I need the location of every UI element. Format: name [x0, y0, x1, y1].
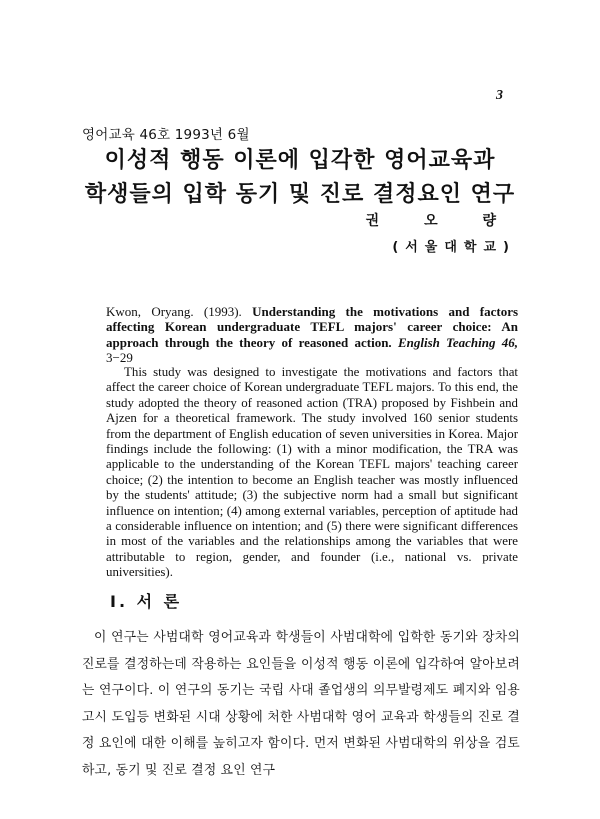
- title-line-2: 학생들의 입학 동기 및 진로 결정요인 연구: [84, 182, 516, 207]
- journal-header: 영어교육 46호 1993년 6월: [82, 127, 250, 143]
- citation-pages: 3−29: [106, 350, 133, 366]
- abstract: This study was designed to investigate the motivations and factors that affect the career choice of Korean undergraduate TEFL majors. To this end, the study adopted the theory of reasoned action (TRA) proposed by Fishbein and Ajzen for a theoretical framework. The study involved 160 senior students from the department of English education of seven universities in Korea. Major findings include the following: (1) with a minor modification, the TRA was applicable to the understanding of the Korean TEFL majors' teaching career choice; (2) the intention to become an English teacher was mostly influenced by the students' attitude; (3) the subjective norm had a small but significant influence on intention; (4) among external variables, perception of aptitude had a considerable influence on intention; and (5) there were significant differences in most of the variables and the relationships among the variables that were attributable to region, gender, and founder (i.e., national vs. private universities).: [106, 365, 518, 580]
- title-line-1: 이성적 행동 이론에 입각한 영어교육과: [104, 148, 496, 173]
- author-name: 권 오 량: [365, 213, 516, 229]
- citation: [106, 304, 518, 366]
- author-affiliation: (서울대학교): [392, 240, 516, 255]
- citation-authors-year: Kwon, Oryang. (1993).: [106, 304, 242, 319]
- body-paragraph: 이 연구는 사범대학 영어교육과 학생들이 사범대학에 입학한 동기와 장차의 진로를 결정하는데 작용하는 요인들을 이성적 행동 이론에 입각하여 알아보려는 연구이다. 이 연구의 동기는 국립 사대 졸업생의 의무발령제도 폐지와 임용 고시 도입등 변화된 시대 상황에 처한 사범대학 영어 교육과 학생들의 진로 결정 요인에 대한 이해를 높히고자 함이다. 먼저 변화된 사범대학의 위상을 검토하고, 동기 및 진로 결정 요인 연구: [82, 630, 520, 778]
- citation-journal: English Teaching 46,: [397, 334, 519, 350]
- section-heading: I. 서 론: [110, 592, 183, 611]
- article-title: [40, 144, 560, 212]
- page-number: 3: [496, 88, 503, 103]
- citation-title: Understanding the motivations and factors affecting Korean undergraduate TEFL majors' career choice: An approach through the theory of reasoned action.: [106, 304, 519, 350]
